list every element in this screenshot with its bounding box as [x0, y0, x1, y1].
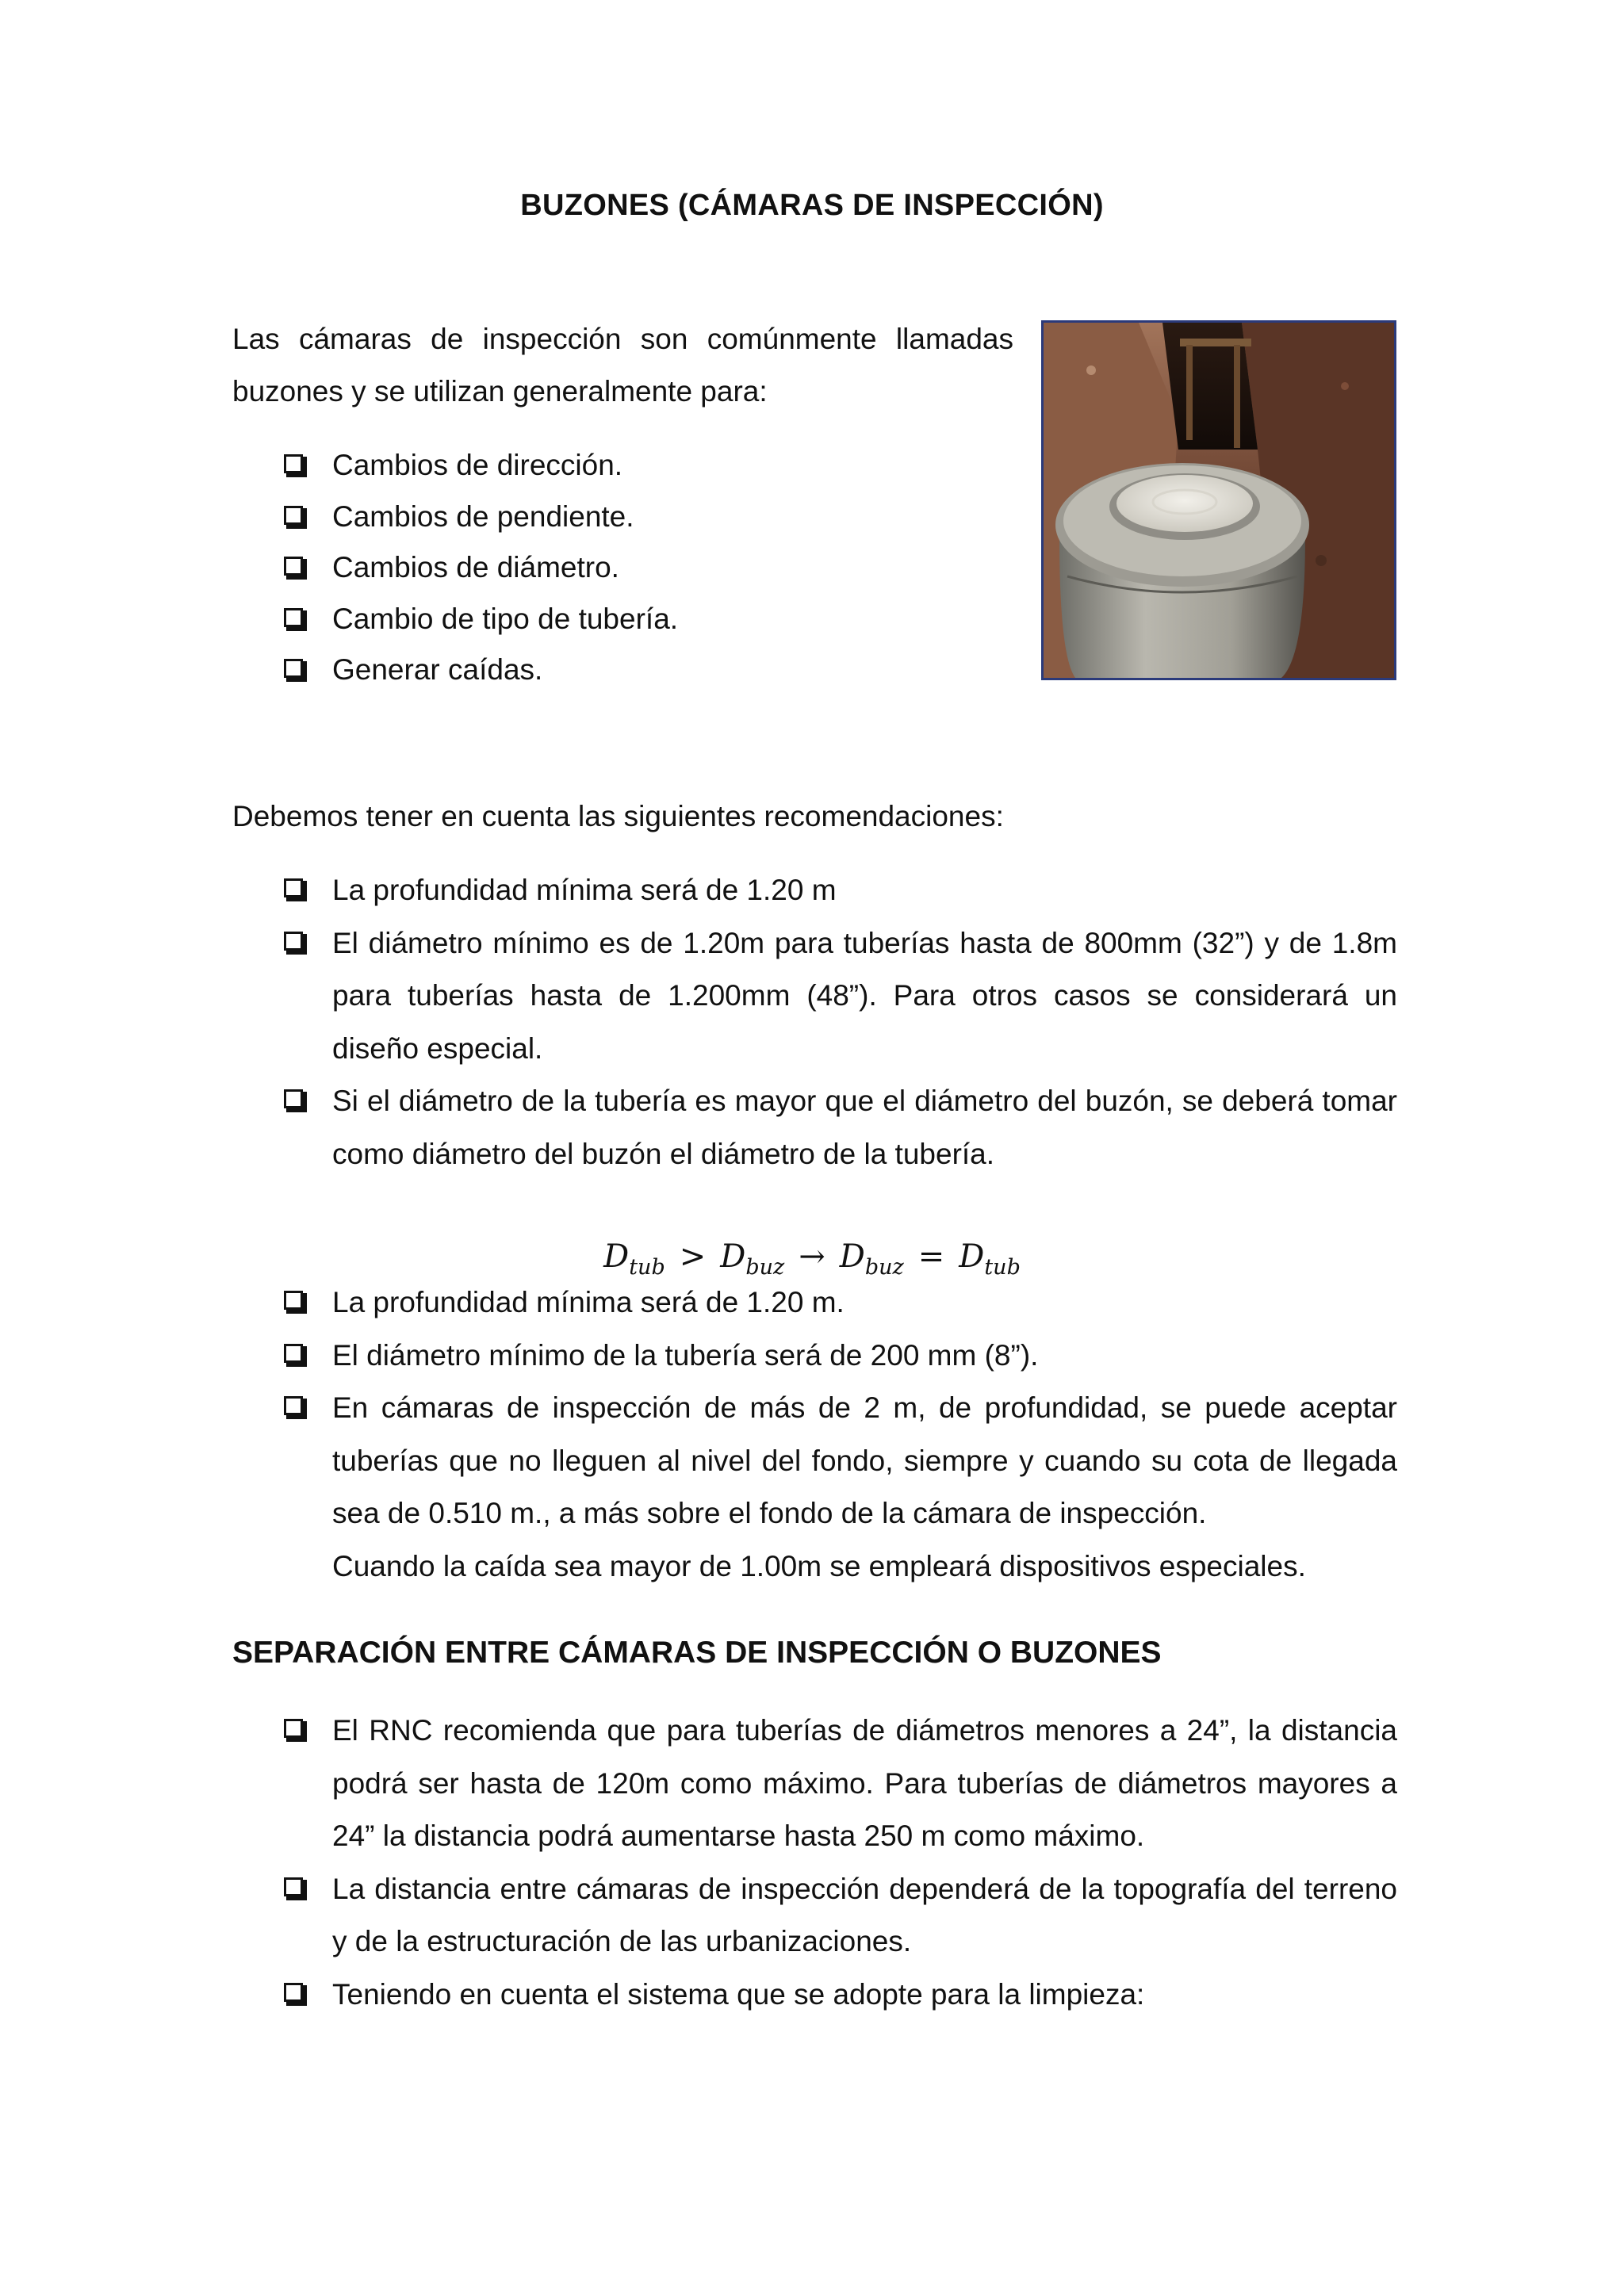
checkbox-bullet-icon	[284, 506, 303, 525]
list-item: Teniendo en cuenta el sistema que se adopte para la limpieza:	[282, 1969, 1397, 2022]
list-item: Cambios de pendiente.	[282, 492, 837, 543]
uses-list	[282, 440, 837, 696]
list-item: La distancia entre cámaras de inspección dependerá de la topografía del terreno y de la estructuración de las urbanizaciones.	[282, 1863, 1397, 1969]
list-item: Cambio de tipo de tubería.	[282, 594, 837, 645]
checkbox-bullet-icon	[284, 1719, 303, 1738]
checkbox-bullet-icon	[284, 659, 303, 678]
falls-note: Cuando la caída sea mayor de 1.00m se empleará dispositivos especiales.	[332, 1549, 1306, 1582]
recommendations-list	[282, 864, 1397, 1181]
recommendations2-list	[282, 1276, 1397, 1593]
checkbox-bullet-icon	[284, 932, 303, 951]
checkbox-bullet-icon	[284, 1983, 303, 2002]
list-item: La profundidad mínima será de 1.20 m	[282, 864, 1397, 917]
checkbox-bullet-icon	[284, 1089, 303, 1108]
list-item: El RNC recomienda que para tuberías de diámetros menores a 24”, la distancia podrá ser hasta de 120m como máximo. Para tuberías de diámetros mayores a 24” la distancia podrá aumentarse hasta 250 m como máximo.	[282, 1705, 1397, 1863]
checkbox-bullet-icon	[284, 878, 303, 897]
list-item: La profundidad mínima será de 1.20 m.	[282, 1276, 1397, 1330]
checkbox-bullet-icon	[284, 1291, 303, 1310]
checkbox-bullet-icon	[284, 1344, 303, 1363]
list-item: Cambios de diámetro.	[282, 542, 837, 594]
list-item: Generar caídas.	[282, 645, 837, 696]
recommendations-intro: Debemos tener en cuenta las siguientes recomendaciones:	[232, 800, 1004, 832]
checkbox-bullet-icon	[284, 1396, 303, 1415]
list-item: El diámetro mínimo es de 1.20m para tuberías hasta de 800mm (32”) y de 1.8m para tuberías hasta de 1.200mm (48”). Para otros casos se considerará un diseño especial.	[282, 917, 1397, 1076]
list-item: El diámetro mínimo de la tubería será de 200 mm (8”).	[282, 1330, 1397, 1383]
separation-heading: SEPARACIÓN ENTRE CÁMARAS DE INSPECCIÓN O BUZONES	[232, 1636, 1162, 1670]
diameter-formula: $D_{tub} > D_{buz} \to D_{buz} = D_{tub}$	[603, 1238, 1021, 1280]
checkbox-bullet-icon	[284, 1877, 303, 1896]
separation-list	[282, 1705, 1397, 2021]
checkbox-bullet-icon	[284, 557, 303, 576]
list-item: Cambios de dirección.	[282, 440, 837, 492]
page-title: BUZONES (CÁMARAS DE INSPECCIÓN)	[520, 189, 1104, 222]
checkbox-bullet-icon	[284, 608, 303, 627]
checkbox-bullet-icon	[284, 454, 303, 473]
intro-paragraph: Las cámaras de inspección son comúnmente llamadas buzones y se utilizan generalmente para:	[232, 323, 1013, 408]
manhole-photo	[1041, 320, 1396, 680]
list-item: En cámaras de inspección de más de 2 m, de profundidad, se puede aceptar tuberías que no lleguen al nivel del fondo, siempre y cuando su cota de llegada sea de 0.510 m., a más sobre el fondo de la cámara de inspección.	[282, 1382, 1397, 1540]
list-item: Si el diámetro de la tubería es mayor que el diámetro del buzón, se deberá tomar como diámetro del buzón el diámetro de la tubería.	[282, 1075, 1397, 1181]
